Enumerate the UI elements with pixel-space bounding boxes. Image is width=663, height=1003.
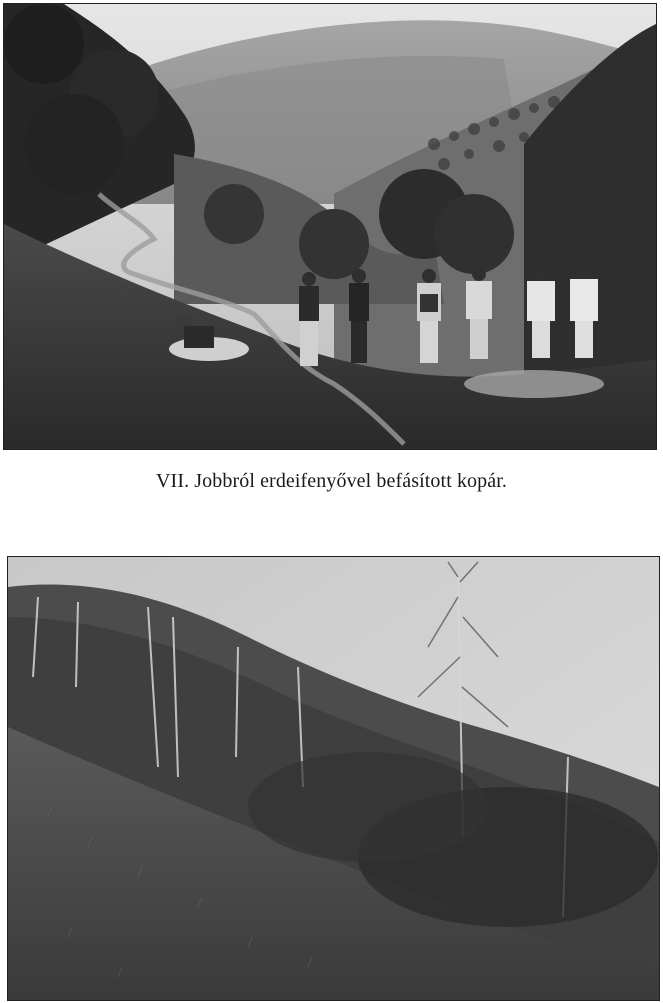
valley-scene-image <box>4 4 656 449</box>
top-photograph <box>3 3 657 450</box>
bottom-photograph <box>7 556 660 1001</box>
figure-caption: VII. Jobbról erdeifenyővel befásított kopár. <box>156 470 507 492</box>
woodland-slope-image <box>8 557 659 1000</box>
